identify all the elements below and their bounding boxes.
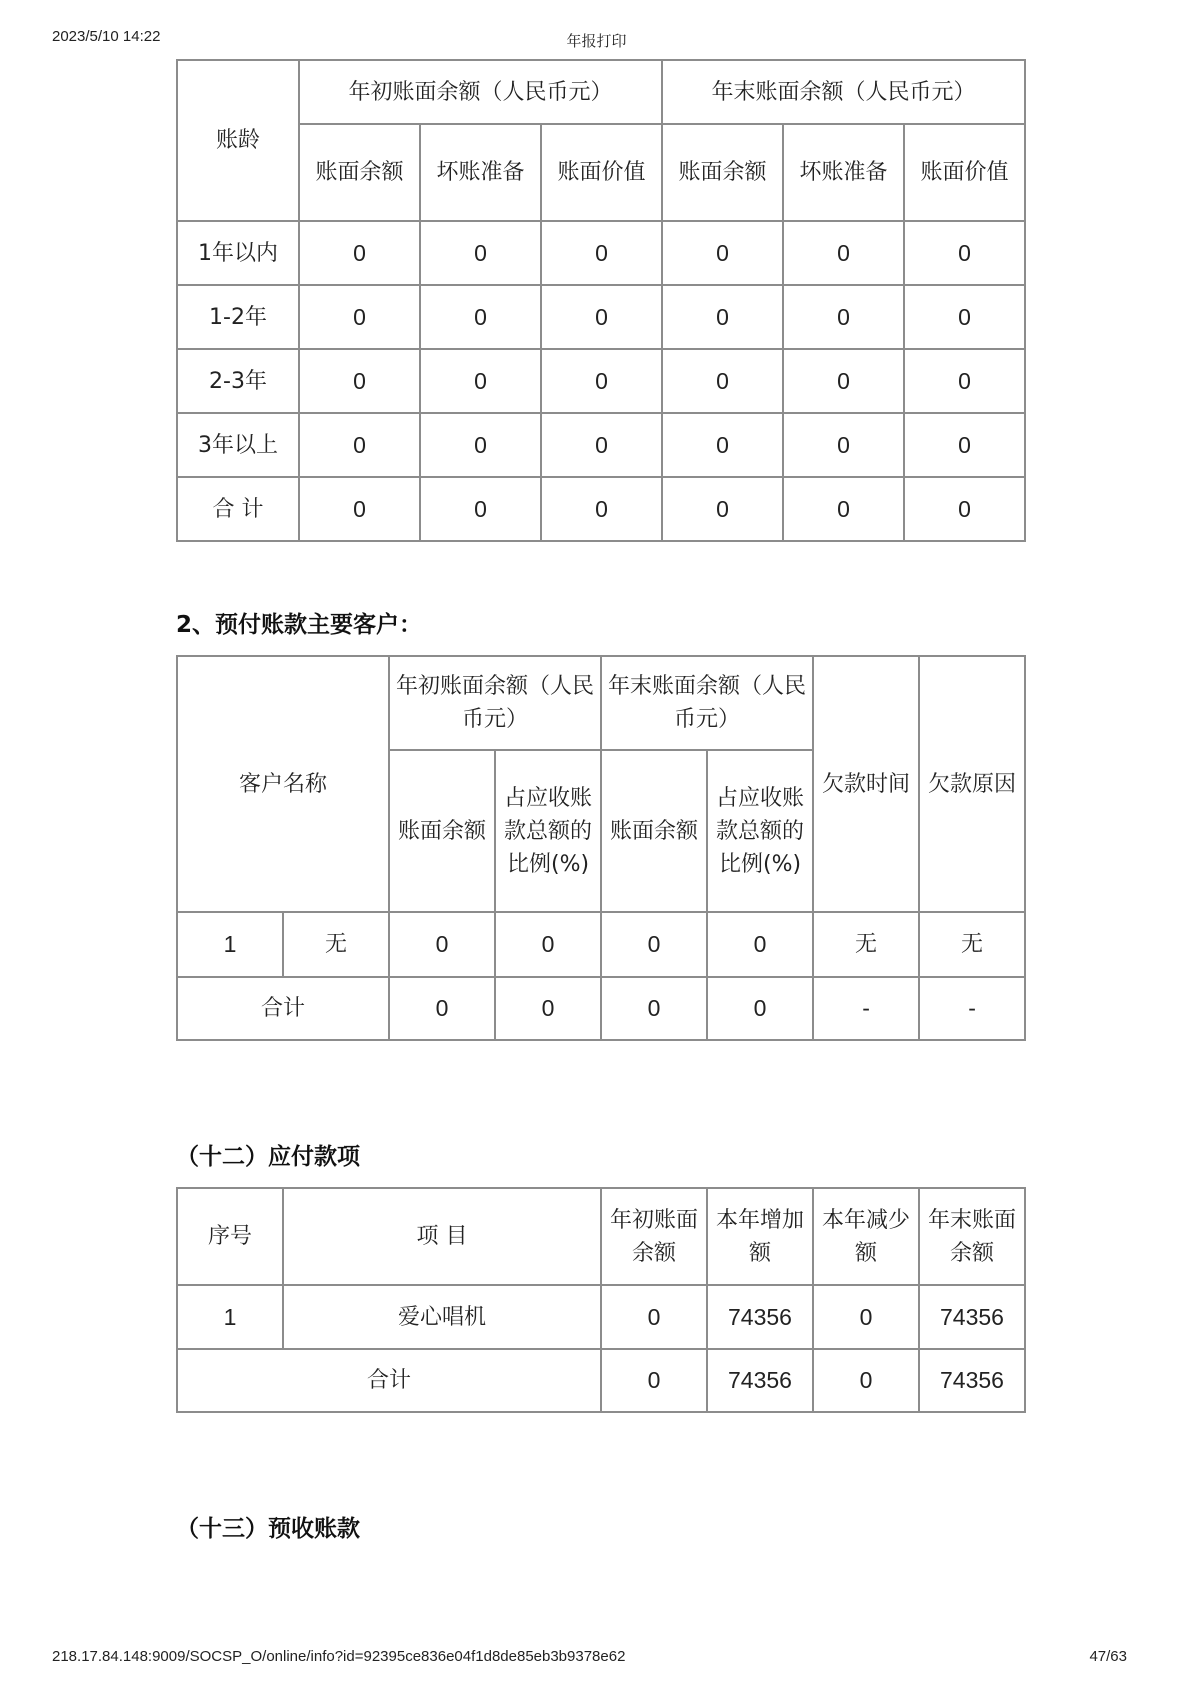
sub-col-header: 占应收账款总额的比例(%) xyxy=(495,750,601,912)
cell: 0 xyxy=(783,413,904,477)
group-begin-header: 年初账面余额（人民币元） xyxy=(389,656,601,750)
cell: 0 xyxy=(299,413,420,477)
aging-table xyxy=(176,59,1026,542)
cell: 0 xyxy=(707,977,813,1040)
col-header: 序号 xyxy=(177,1188,283,1285)
customer-name: 无 xyxy=(283,912,389,977)
cell: 74356 xyxy=(707,1285,813,1349)
cell: 0 xyxy=(783,477,904,541)
sub-col-header: 账面价值 xyxy=(904,124,1025,221)
cell: 0 xyxy=(420,221,541,285)
cell: 74356 xyxy=(919,1285,1025,1349)
section-title-advance-receipts: （十三）预收账款 xyxy=(176,1516,360,1542)
item-name: 爱心唱机 xyxy=(283,1285,601,1349)
sub-col-header: 账面余额 xyxy=(299,124,420,221)
prepaid-customers-table xyxy=(176,655,1026,1041)
cell: 0 xyxy=(389,912,495,977)
cell: 0 xyxy=(783,285,904,349)
row-label: 1年以内 xyxy=(177,221,299,285)
group-end-header: 年末账面余额（人民币元） xyxy=(601,656,813,750)
cell: 74356 xyxy=(919,1349,1025,1412)
total-row xyxy=(177,1349,1025,1412)
sub-col-header: 占应收账款总额的比例(%) xyxy=(707,750,813,912)
col-owe-reason-header: 欠款原因 xyxy=(919,656,1025,912)
print-title: 年报打印 xyxy=(566,32,627,50)
table-row xyxy=(177,221,1025,285)
row-label: 合 计 xyxy=(177,477,299,541)
sub-col-header: 账面价值 xyxy=(541,124,662,221)
cell: 0 xyxy=(601,912,707,977)
cell: 0 xyxy=(541,349,662,413)
table-row xyxy=(177,285,1025,349)
cell: 0 xyxy=(601,977,707,1040)
cell: 0 xyxy=(662,221,783,285)
cell: 0 xyxy=(904,477,1025,541)
payables-table xyxy=(176,1187,1026,1413)
sub-col-header: 坏账准备 xyxy=(420,124,541,221)
cell: 0 xyxy=(813,1285,919,1349)
sub-col-header: 账面余额 xyxy=(601,750,707,912)
cell: 0 xyxy=(904,221,1025,285)
col-owe-time-header: 欠款时间 xyxy=(813,656,919,912)
row-number: 1 xyxy=(177,1285,283,1349)
col-header: 本年增加额 xyxy=(707,1188,813,1285)
total-label: 合计 xyxy=(177,977,389,1040)
cell: 0 xyxy=(420,349,541,413)
sub-col-header: 账面余额 xyxy=(389,750,495,912)
table-row xyxy=(177,349,1025,413)
cell: 0 xyxy=(662,413,783,477)
table-row xyxy=(177,912,1025,977)
cell: 0 xyxy=(783,349,904,413)
cell: 0 xyxy=(541,477,662,541)
row-number: 1 xyxy=(177,912,283,977)
cell: 0 xyxy=(541,221,662,285)
cell: 0 xyxy=(420,477,541,541)
owe-time: - xyxy=(813,977,919,1040)
cell: 0 xyxy=(420,285,541,349)
cell: 0 xyxy=(662,285,783,349)
row-label: 2-3年 xyxy=(177,349,299,413)
cell: 0 xyxy=(904,349,1025,413)
cell: 0 xyxy=(904,285,1025,349)
cell: 0 xyxy=(904,413,1025,477)
total-label: 合计 xyxy=(177,1349,601,1412)
cell: 0 xyxy=(601,1285,707,1349)
cell: 0 xyxy=(707,912,813,977)
cell: 0 xyxy=(389,977,495,1040)
sub-col-header: 账面余额 xyxy=(662,124,783,221)
total-row xyxy=(177,977,1025,1040)
print-datetime: 2023/5/10 14:22 xyxy=(52,28,161,45)
page-number: 47/63 xyxy=(1089,1648,1127,1665)
cell: 0 xyxy=(299,349,420,413)
owe-reason: - xyxy=(919,977,1025,1040)
col-customer-header: 客户名称 xyxy=(177,656,389,912)
cell: 74356 xyxy=(707,1349,813,1412)
page-url: 218.17.84.148:9009/SOCSP_O/online/info?id=92395ce836e04f1d8de85eb3b9378e62 xyxy=(52,1648,626,1665)
table-row xyxy=(177,413,1025,477)
cell: 0 xyxy=(420,413,541,477)
cell: 0 xyxy=(662,349,783,413)
owe-time: 无 xyxy=(813,912,919,977)
owe-reason: 无 xyxy=(919,912,1025,977)
cell: 0 xyxy=(662,477,783,541)
cell: 0 xyxy=(541,413,662,477)
group-end-header: 年末账面余额（人民币元） xyxy=(662,60,1025,124)
cell: 0 xyxy=(495,977,601,1040)
cell: 0 xyxy=(299,285,420,349)
group-begin-header: 年初账面余额（人民币元） xyxy=(299,60,662,124)
cell: 0 xyxy=(299,221,420,285)
cell: 0 xyxy=(299,477,420,541)
cell: 0 xyxy=(601,1349,707,1412)
row-label: 1-2年 xyxy=(177,285,299,349)
table-row xyxy=(177,1285,1025,1349)
col-header: 项 目 xyxy=(283,1188,601,1285)
cell: 0 xyxy=(495,912,601,977)
cell: 0 xyxy=(541,285,662,349)
col-age-header: 账龄 xyxy=(177,60,299,221)
section-title-prepaid: 2、预付账款主要客户： xyxy=(176,612,423,638)
row-label: 3年以上 xyxy=(177,413,299,477)
col-header: 本年减少额 xyxy=(813,1188,919,1285)
section-title-payables: （十二）应付款项 xyxy=(176,1144,360,1170)
cell: 0 xyxy=(813,1349,919,1412)
col-header: 年初账面余额 xyxy=(601,1188,707,1285)
sub-col-header: 坏账准备 xyxy=(783,124,904,221)
total-row xyxy=(177,477,1025,541)
cell: 0 xyxy=(783,221,904,285)
col-header: 年末账面余额 xyxy=(919,1188,1025,1285)
